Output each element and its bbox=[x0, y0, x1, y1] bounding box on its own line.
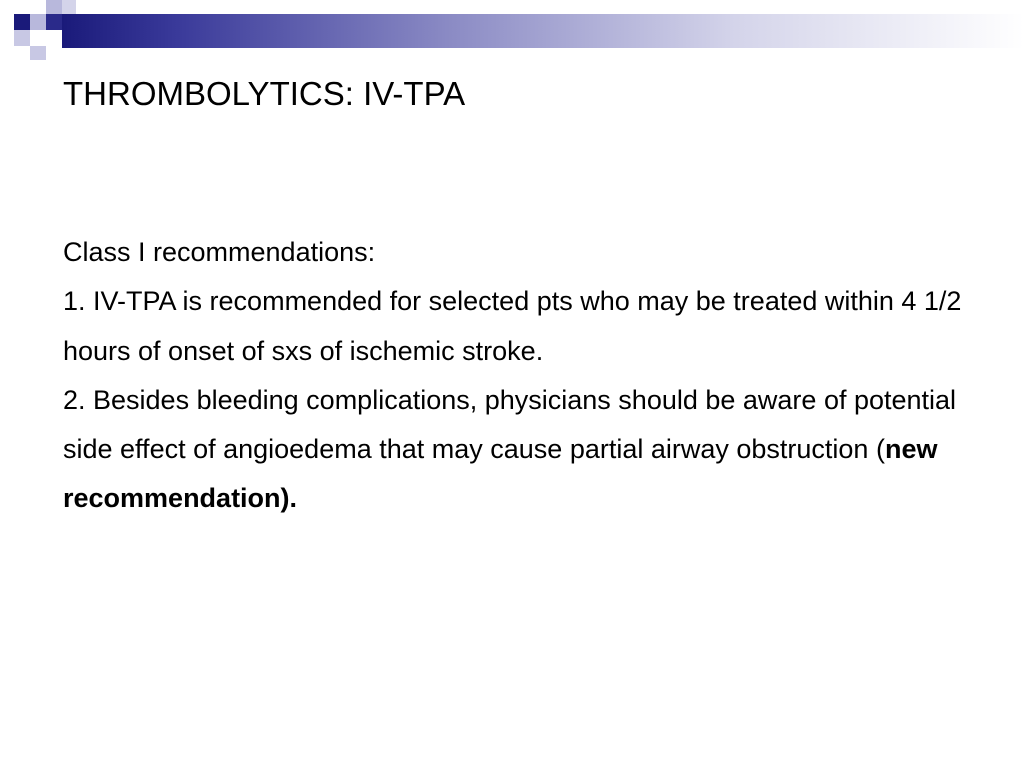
slide-body bbox=[63, 228, 963, 524]
body-heading: Class I recommendations: bbox=[63, 237, 376, 267]
recommendation-item-2 bbox=[63, 376, 963, 524]
slide-title: THROMBOLYTICS: IV-TPA bbox=[63, 75, 466, 112]
deco-square-light-1 bbox=[30, 14, 46, 30]
deco-square-dark-1 bbox=[14, 14, 30, 30]
deco-square-light-4 bbox=[30, 46, 46, 60]
deco-square-light-3 bbox=[14, 30, 30, 46]
deco-square-dark-2 bbox=[46, 14, 62, 30]
recommendation-item-1: 1. IV-TPA is recommended for selected pts who may be treated within 4 1/2 hours of onset of sxs of ischemic stroke. bbox=[63, 286, 962, 366]
new-recommendation-label: new recommendation). bbox=[63, 434, 938, 514]
recommendation-item-2-text: 2. Besides bleeding complications, physicians should be aware of potential side effect of angioedema that may cause partial airway obstruction ( bbox=[63, 384, 957, 465]
header-decoration bbox=[0, 0, 1024, 60]
deco-square-light-2 bbox=[46, 0, 62, 14]
deco-square-light-5 bbox=[62, 0, 76, 14]
header-gradient-bar bbox=[62, 14, 1024, 48]
